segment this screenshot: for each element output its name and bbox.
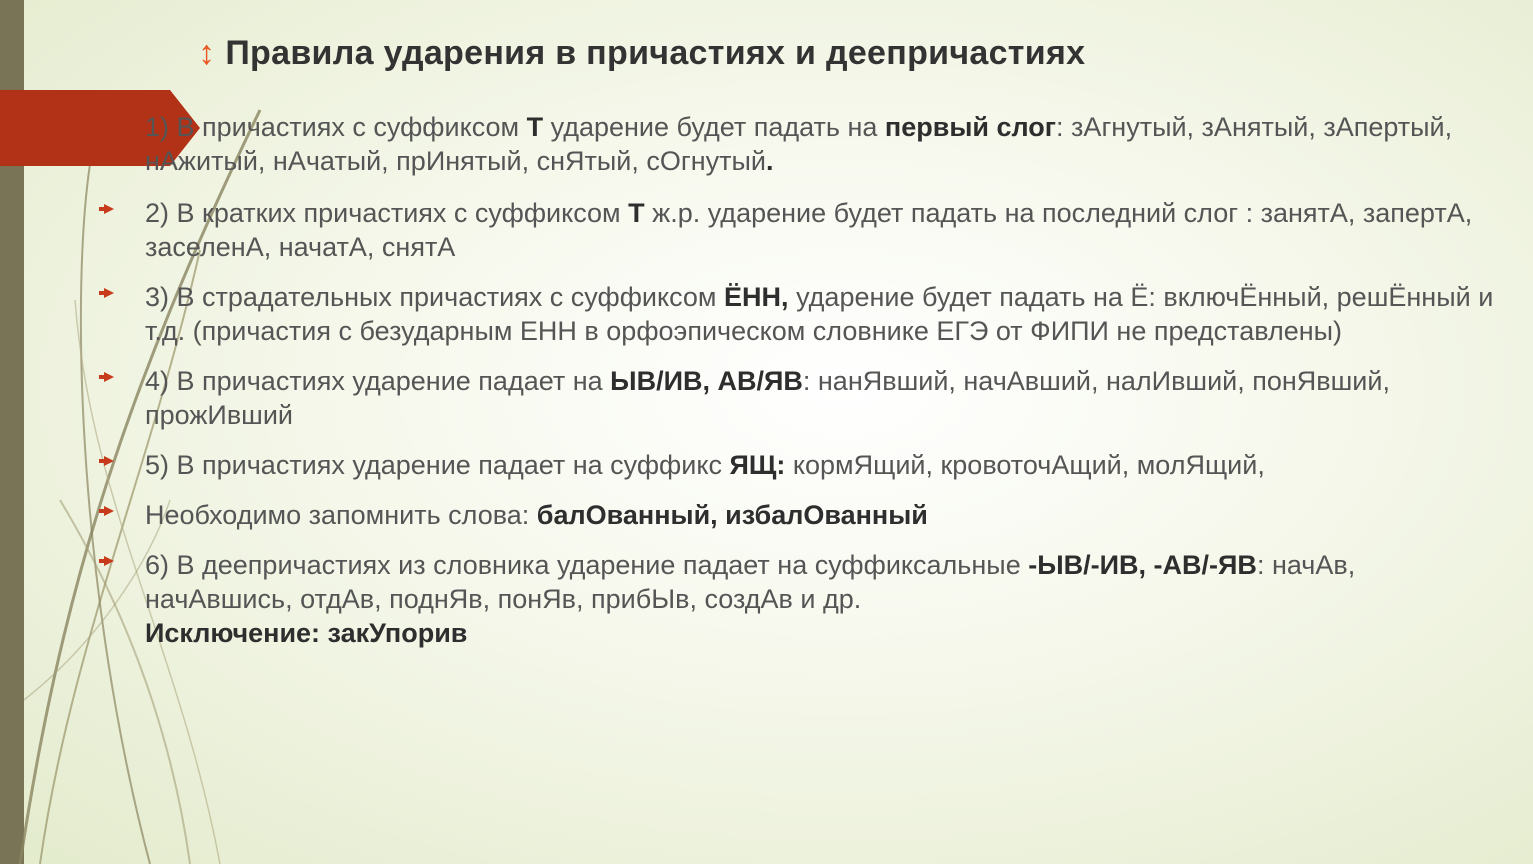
rules-list	[100, 110, 1510, 666]
list-item: 1) В причастиях с суффиксом Т ударение будет падать на первый слог: зАгнутый, зАнятый, зАпертый, нАжитый, нАчатый, прИнятый, снЯтый, сОгнутый.	[145, 112, 1453, 176]
list-item: 6) В деепричастиях из словника ударение падает на суффиксальные -ЫВ/-ИВ, -АВ/-ЯВ: начАв, начАвшись, отдАв, поднЯв, понЯв, прибЫв, создАв и др. Исключение: закУпорив	[100, 548, 1510, 650]
arrow-bullet-icon	[104, 204, 114, 214]
list-item: 3) В страдательных причастиях с суффиксом ЁНН, ударение будет падать на Ё: включЁнный, решЁнный и т.д. (причастия с безударным ЕНН в орфоэпическом словнике ЕГЭ от ФИПИ не представлены)	[100, 280, 1510, 348]
arrow-bullet-icon	[104, 372, 114, 382]
list-item: 2) В кратких причастиях с суффиксом Т ж.р. ударение будет падать на последний слог : занятА, запертА, заселенА, начатА, снятА	[100, 196, 1510, 264]
list-item: 5) В причастиях ударение падает на суффикс ЯЩ: кормЯщий, кровоточАщий, молЯщий,	[100, 448, 1510, 482]
arrow-bullet-icon	[104, 506, 114, 516]
list-item: Необходимо запомнить слова: балОванный, избалОванный	[100, 498, 1510, 532]
arrow-bullet-icon	[104, 456, 114, 466]
exception-note: Исключение: закУпорив	[145, 618, 468, 648]
arrow-bullet-icon	[104, 556, 114, 566]
arrow-bullet-icon	[104, 288, 114, 298]
page-title	[198, 34, 1085, 73]
list-item: 4) В причастиях ударение падает на ЫВ/ИВ, АВ/ЯВ: нанЯвший, начАвший, налИвший, понЯвший, прожИвший	[100, 364, 1510, 432]
page-title-text: Правила ударения в причастиях и деепричастиях	[225, 34, 1086, 72]
updown-arrow-icon: ↕	[198, 34, 216, 72]
